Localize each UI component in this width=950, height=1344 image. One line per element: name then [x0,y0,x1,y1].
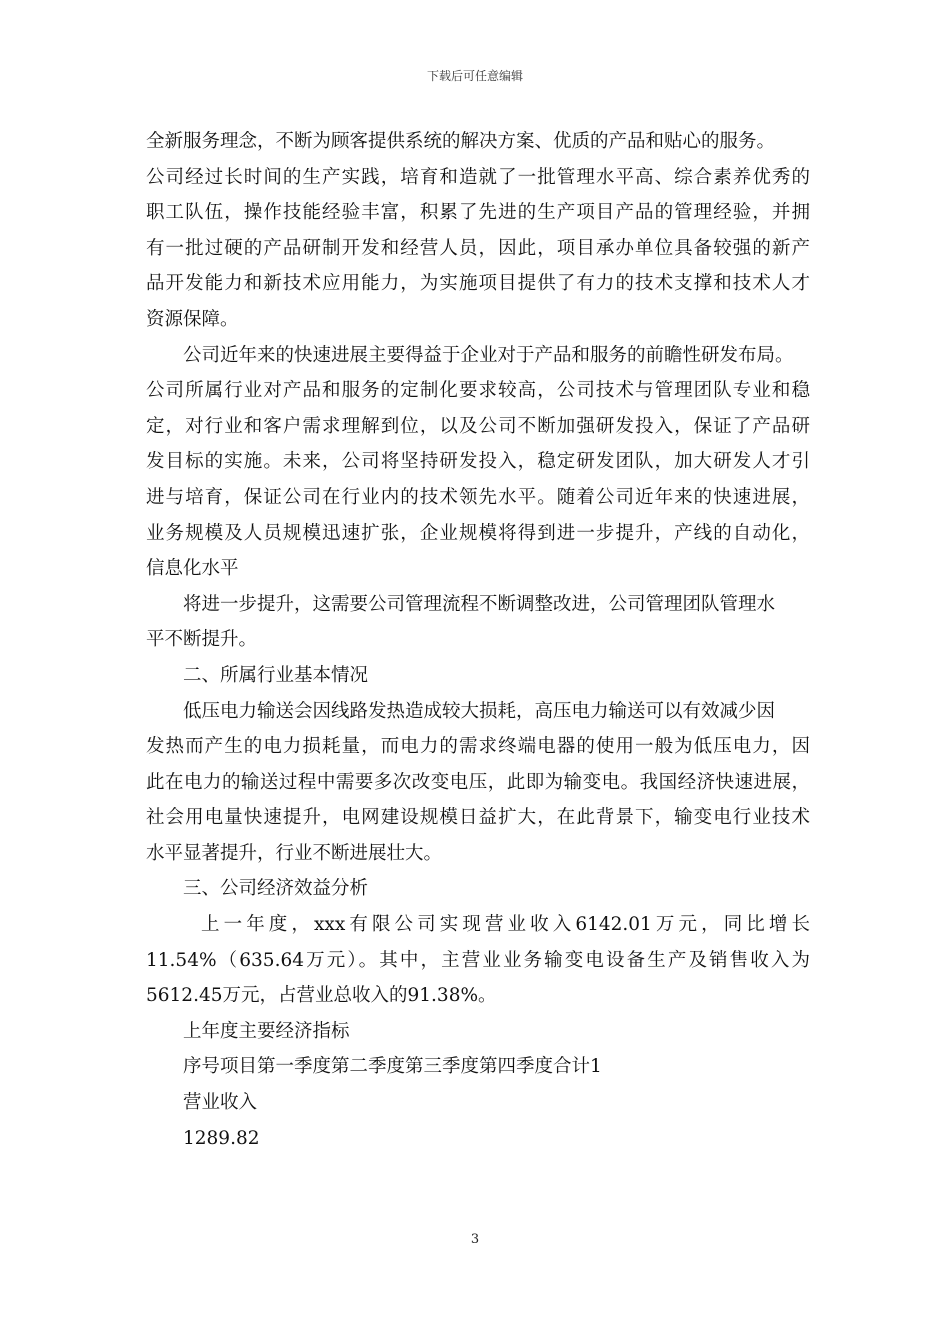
text-line: 序号项目第一季度第二季度第三季度第四季度合计1 [183,1056,602,1078]
text-line: 营业收入 [183,1092,258,1114]
text-line: 将进一步提升，这需要公司管理流程不断调整改进，公司管理团队管理水 [183,593,776,615]
text-line: 水平显著提升，行业不断进展壮大。 [146,842,443,864]
text-line: 此在电力的输送过程中需要多次改变电压，此即为输变电。我国经济快速进展， [146,771,810,793]
text-line: 上年度主要经济指标 [183,1020,350,1042]
page-number: 3 [470,1232,480,1247]
text-line: 1289.82 [183,1127,260,1149]
text-line: 三、公司经济效益分析 [183,878,369,900]
text-line: 发目标的实施。未来，公司将坚持研发投入，稳定研发团队，加大研发人才引 [146,451,810,473]
text-line: 全新服务理念，不断为顾客提供系统的解决方案、优质的产品和贴心的服务。 [146,131,776,152]
text-line: 发热而产生的电力损耗量，而电力的需求终端电器的使用一般为低压电力，因 [146,736,810,758]
text-line: 11.54%（635.64万元）。其中，主营业业务输变电设备生产及销售收入为 [146,949,810,971]
text-line: 上一年度，xxx有限公司实现营业收入6142.01万元，同比增长 [201,914,810,936]
text-line: 信息化水平 [146,558,239,580]
text-line: 低压电力输送会因线路发热造成较大损耗，高压电力输送可以有效减少因 [183,700,776,722]
text-line: 公司所属行业对产品和服务的定制化要求较高，公司技术与管理团队专业和稳 [146,380,810,402]
text-line: 资源保障。 [146,308,239,330]
text-line: 公司经过长时间的生产实践，培育和造就了一批管理水平高、综合素养优秀的 [146,166,810,188]
text-line: 二、所属行业基本情况 [183,664,369,686]
page-header: 下载后可任意编辑 [426,69,523,83]
text-line: 5612.45万元，占营业总收入的91.38%。 [146,985,497,1007]
text-line: 品开发能力和新技术应用能力，为实施项目提供了有力的技术支撑和技术人才 [146,273,810,295]
text-line: 业务规模及人员规模迅速扩张，企业规模将得到进一步提升，产线的自动化， [146,522,810,544]
text-line: 社会用电量快速提升，电网建设规模日益扩大，在此背景下，输变电行业技术 [146,807,810,829]
document-body [146,124,810,1156]
text-line: 公司近年来的快速进展主要得益于企业对于产品和服务的前瞻性研发布局。 [183,344,794,366]
text-line: 进与培育，保证公司在行业内的技术领先水平。随着公司近年来的快速进展， [146,486,810,508]
text-line: 平不断提升。 [146,629,258,651]
text-line: 职工队伍，操作技能经验丰富，积累了先进的生产项目产品的管理经验，并拥 [146,202,810,224]
text-line: 定，对行业和客户需求理解到位，以及公司不断加强研发投入，保证了产品研 [146,415,810,437]
text-line: 有一批过硬的产品研制开发和经营人员，因此，项目承办单位具备较强的新产 [146,237,810,259]
